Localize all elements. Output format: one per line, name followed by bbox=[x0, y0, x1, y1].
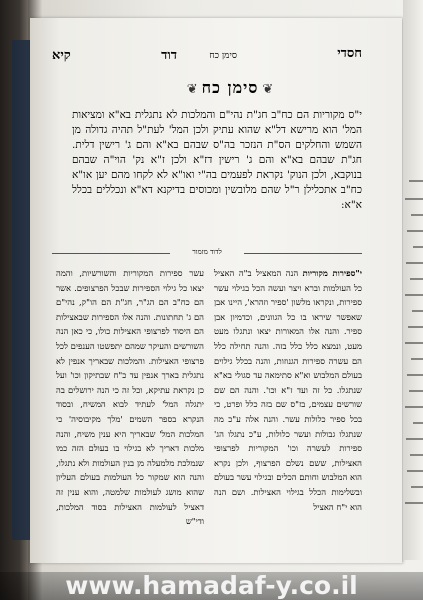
section-title-text: סימן כח bbox=[201, 78, 259, 97]
book-spine bbox=[12, 40, 32, 540]
running-header bbox=[52, 45, 362, 67]
commentary-paragraph bbox=[214, 266, 362, 514]
header-title-mid: דוד bbox=[161, 48, 177, 63]
ornament-icon: ❦ bbox=[186, 82, 198, 97]
paragraph-lead: י"ספירות מקוריות bbox=[302, 268, 362, 278]
intro-text: י"ס מקוריות הם כח"ב חג"ת נהי"ם והמלכות לא נתגלית בא"א ומציאות המל' הוא מרישא דל"א שהוא עתיק ולכן המל' לעת"ל תהיה גדולה מן השמש והחלקים הס"ת הנזכר בה"ס שבהם בא"א והם ג' רישין דלית. חג"ת שבהם בא"א והם ג' רישין דז"א ולכן ז"א נק' הוי"ה שבהם בנוקבא, ולכן הנוק' נקראת לפעמים בה"י ואו"א לא לקחו מהם יען או"א כח"ב אתכלילן ר"ל שהם מלובשין ומכוסים בדיקנא דא"א ונכללים בכלל א"א: bbox=[72, 109, 362, 211]
header-title-right: חסדי bbox=[337, 46, 362, 61]
divider-line bbox=[52, 253, 170, 254]
section-title bbox=[160, 78, 300, 104]
commentary-column-left bbox=[56, 266, 204, 529]
page-number: קיא bbox=[52, 48, 71, 63]
commentary-paragraph: עשר ספירות המקוריות והשורשיות, והמה יצאו כל גילוי הספירות שבכל הפרצופים. אשר הם כח"ב הם הג"ר, חג"ת הם הו"ק, נהי"ם הם ג' תחתונות. והנה אלו הספירות שבאצילות הם היסוד לפרצופי האצילות כולו, כי כאן הנה השורשים והעיקר שמהם יתפשטו הענפים לכל פרצופי האצילות. והמלכות שבאריך אנפין לא נתגלית בארך אנפין עד כ"ח שבתיקון וכו' ועל כן נקראת עתיקא, וכל זה כי הנה ירושלים בה יתגלה המל' לעתיד לבוא המשיח, ובסוד הנקרא בספר השמים 'מלך מקיבוסיה' כי המלכות המל' שבאריך היא ענין משיח, והנה מלכות דאריך לא בגילוי בו בעולם הזה כמו שנמלכת מלמעלה מן בנין העולמות ולא נתגלו, והנה הוא שמקור כל העולמות בעולם העליון שהוא מושג לעולמות שלמטה, והוא ענין זה דאציל לעולמות האצילות בסוד המלכות, ודי"ש bbox=[56, 268, 204, 527]
section-divider bbox=[52, 248, 362, 260]
commentary-column-right bbox=[214, 266, 362, 514]
intro-paragraph bbox=[72, 108, 362, 213]
site-watermark: www.hamadaf-y.co.il bbox=[0, 572, 423, 600]
header-siman-label: סימן כח bbox=[209, 51, 237, 61]
paragraph-body: הנה המאציל ב"ה האציל כל העולמות וברא ויצר ועשה הכל בגילוי עשר ספירות, ונקראו מלשון 'ספיר וזהרא', היינו אבן שאפשר שיראו בו כל הגוונים, וכדמיון אבן ספיר. והנה אלו המאורות יצאו ונתגלו מעט מעט, ונמצא כלל כלל בזה. והנה תחילה כלל הם עשרה ספירות הגנוזות, והנה בכלל גילוים בעולם המלבוש וא"א סתימאה עד סגולי בא"א שנתגלו. כל זה ועד ז"א וכו'. והנה הם שם שורשים עצמים, בז"ס שם בזה כלל ופרט, כי בכל ספיר כלולות עשר. והנה אלה ע"כ מה שנתגלו גבולות ועשר כלולות, ע"כ נתגלו הג' ספירות לעשרה וכו' המקוריות לפרצופי האצילות, ששם נשלם הפרצוף, ולכן נקרא הוא המלבוש וחותם הכלים ובגילוי עשר בעולם ובשלימות הכלל בגילוי האצילות. ושם הנה הוא י"ח האציל bbox=[214, 268, 362, 512]
divider-label: לדוד מזמור bbox=[192, 248, 222, 256]
facing-page-edge bbox=[403, 0, 423, 560]
ornament-icon: ❦ bbox=[262, 82, 274, 97]
divider-line bbox=[244, 253, 362, 254]
